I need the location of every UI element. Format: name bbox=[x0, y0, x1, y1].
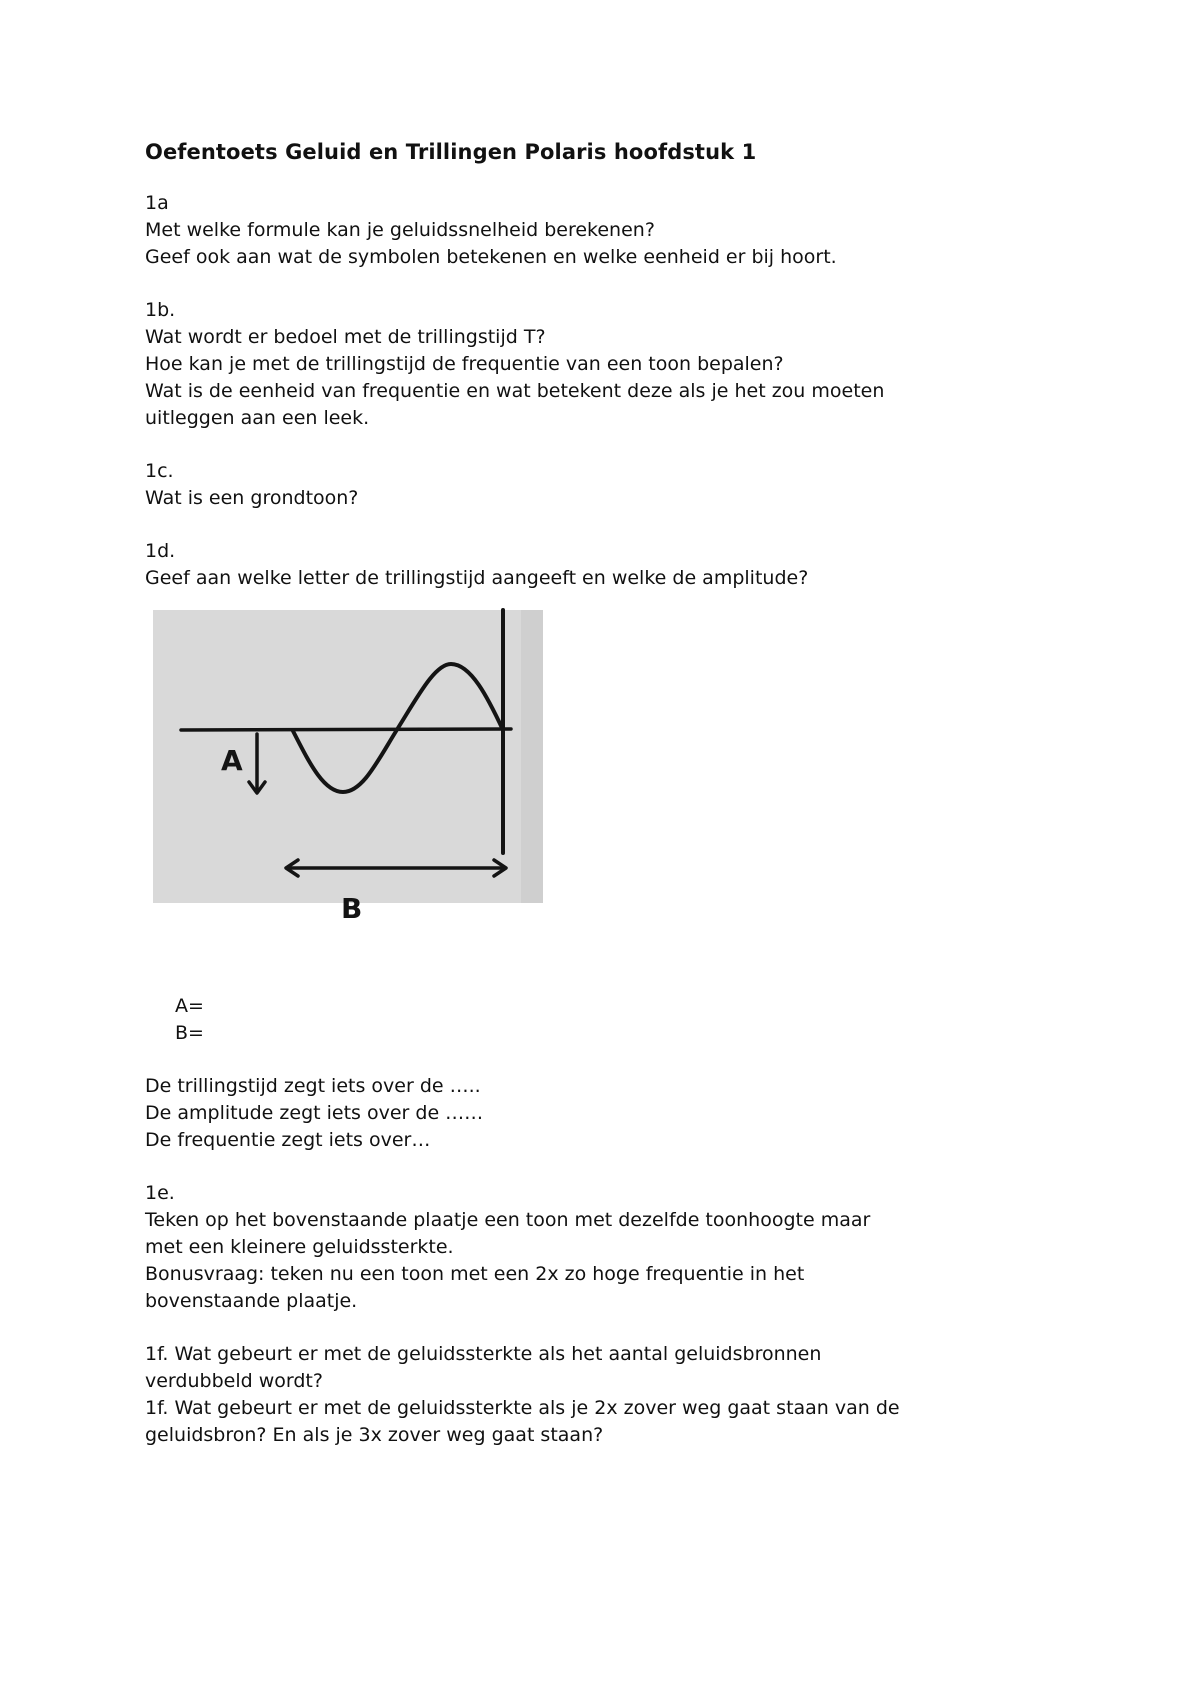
question-text: Geef ook aan wat de symbolen betekenen en welke eenheid er bij hoort. bbox=[145, 246, 837, 268]
label-a: A bbox=[221, 744, 243, 777]
question-label: 1e. bbox=[145, 1182, 175, 1204]
question-text: Geef aan welke letter de trillingstijd aangeeft en welke de amplitude? bbox=[145, 567, 809, 589]
statements bbox=[145, 1073, 1065, 1154]
question-text: geluidsbron? En als je 3x zover weg gaat staan? bbox=[145, 1424, 604, 1446]
answer-b: B= bbox=[175, 1022, 204, 1044]
question-1c bbox=[145, 458, 1065, 512]
question-text: Teken op het bovenstaande plaatje een toon met dezelfde toonhoogte maar bbox=[145, 1209, 871, 1231]
answer-lines bbox=[175, 993, 1065, 1047]
statement-text: De frequentie zegt iets over… bbox=[145, 1129, 431, 1151]
question-1e bbox=[145, 1180, 1065, 1315]
label-b: B bbox=[341, 892, 363, 925]
question-text: 1f. Wat gebeurt er met de geluidssterkte als het aantal geluidsbronnen bbox=[145, 1343, 822, 1365]
statement-text: De trillingstijd zegt iets over de ….. bbox=[145, 1075, 481, 1097]
question-1a bbox=[145, 190, 1065, 271]
wave-sketch bbox=[153, 610, 543, 925]
question-label: 1b. bbox=[145, 299, 176, 321]
question-text: Met welke formule kan je geluidssnelheid berekenen? bbox=[145, 219, 655, 241]
question-text: met een kleinere geluidssterkte. bbox=[145, 1236, 454, 1258]
question-text: 1f. Wat gebeurt er met de geluidssterkte als je 2x zover weg gaat staan van de bbox=[145, 1397, 900, 1419]
question-text: Wat is een grondtoon? bbox=[145, 487, 359, 509]
question-1b bbox=[145, 297, 1065, 432]
question-label: 1c. bbox=[145, 460, 174, 482]
answer-a: A= bbox=[175, 995, 204, 1017]
horizontal-axis bbox=[181, 729, 511, 730]
paper-edge bbox=[521, 610, 543, 903]
question-label: 1d. bbox=[145, 540, 176, 562]
question-text: Wat wordt er bedoel met de trillingstijd T? bbox=[145, 326, 546, 348]
document-title: Oefentoets Geluid en Trillingen Polaris hoofdstuk 1 bbox=[145, 140, 757, 164]
question-text: bovenstaande plaatje. bbox=[145, 1290, 358, 1312]
question-1f bbox=[145, 1341, 1065, 1449]
question-text: Hoe kan je met de trillingstijd de frequentie van een toon bepalen? bbox=[145, 353, 784, 375]
statement-text: De amplitude zegt iets over de …… bbox=[145, 1102, 484, 1124]
question-text: uitleggen aan een leek. bbox=[145, 407, 370, 429]
wave-photo bbox=[153, 610, 543, 925]
question-text: Bonusvraag: teken nu een toon met een 2x zo hoge frequentie in het bbox=[145, 1263, 805, 1285]
document-page bbox=[145, 140, 1065, 1475]
question-label: 1a bbox=[145, 192, 169, 214]
question-text: verdubbeld wordt? bbox=[145, 1370, 323, 1392]
question-text: Wat is de eenheid van frequentie en wat betekent deze als je het zou moeten bbox=[145, 380, 885, 402]
question-1d bbox=[145, 538, 1065, 1154]
